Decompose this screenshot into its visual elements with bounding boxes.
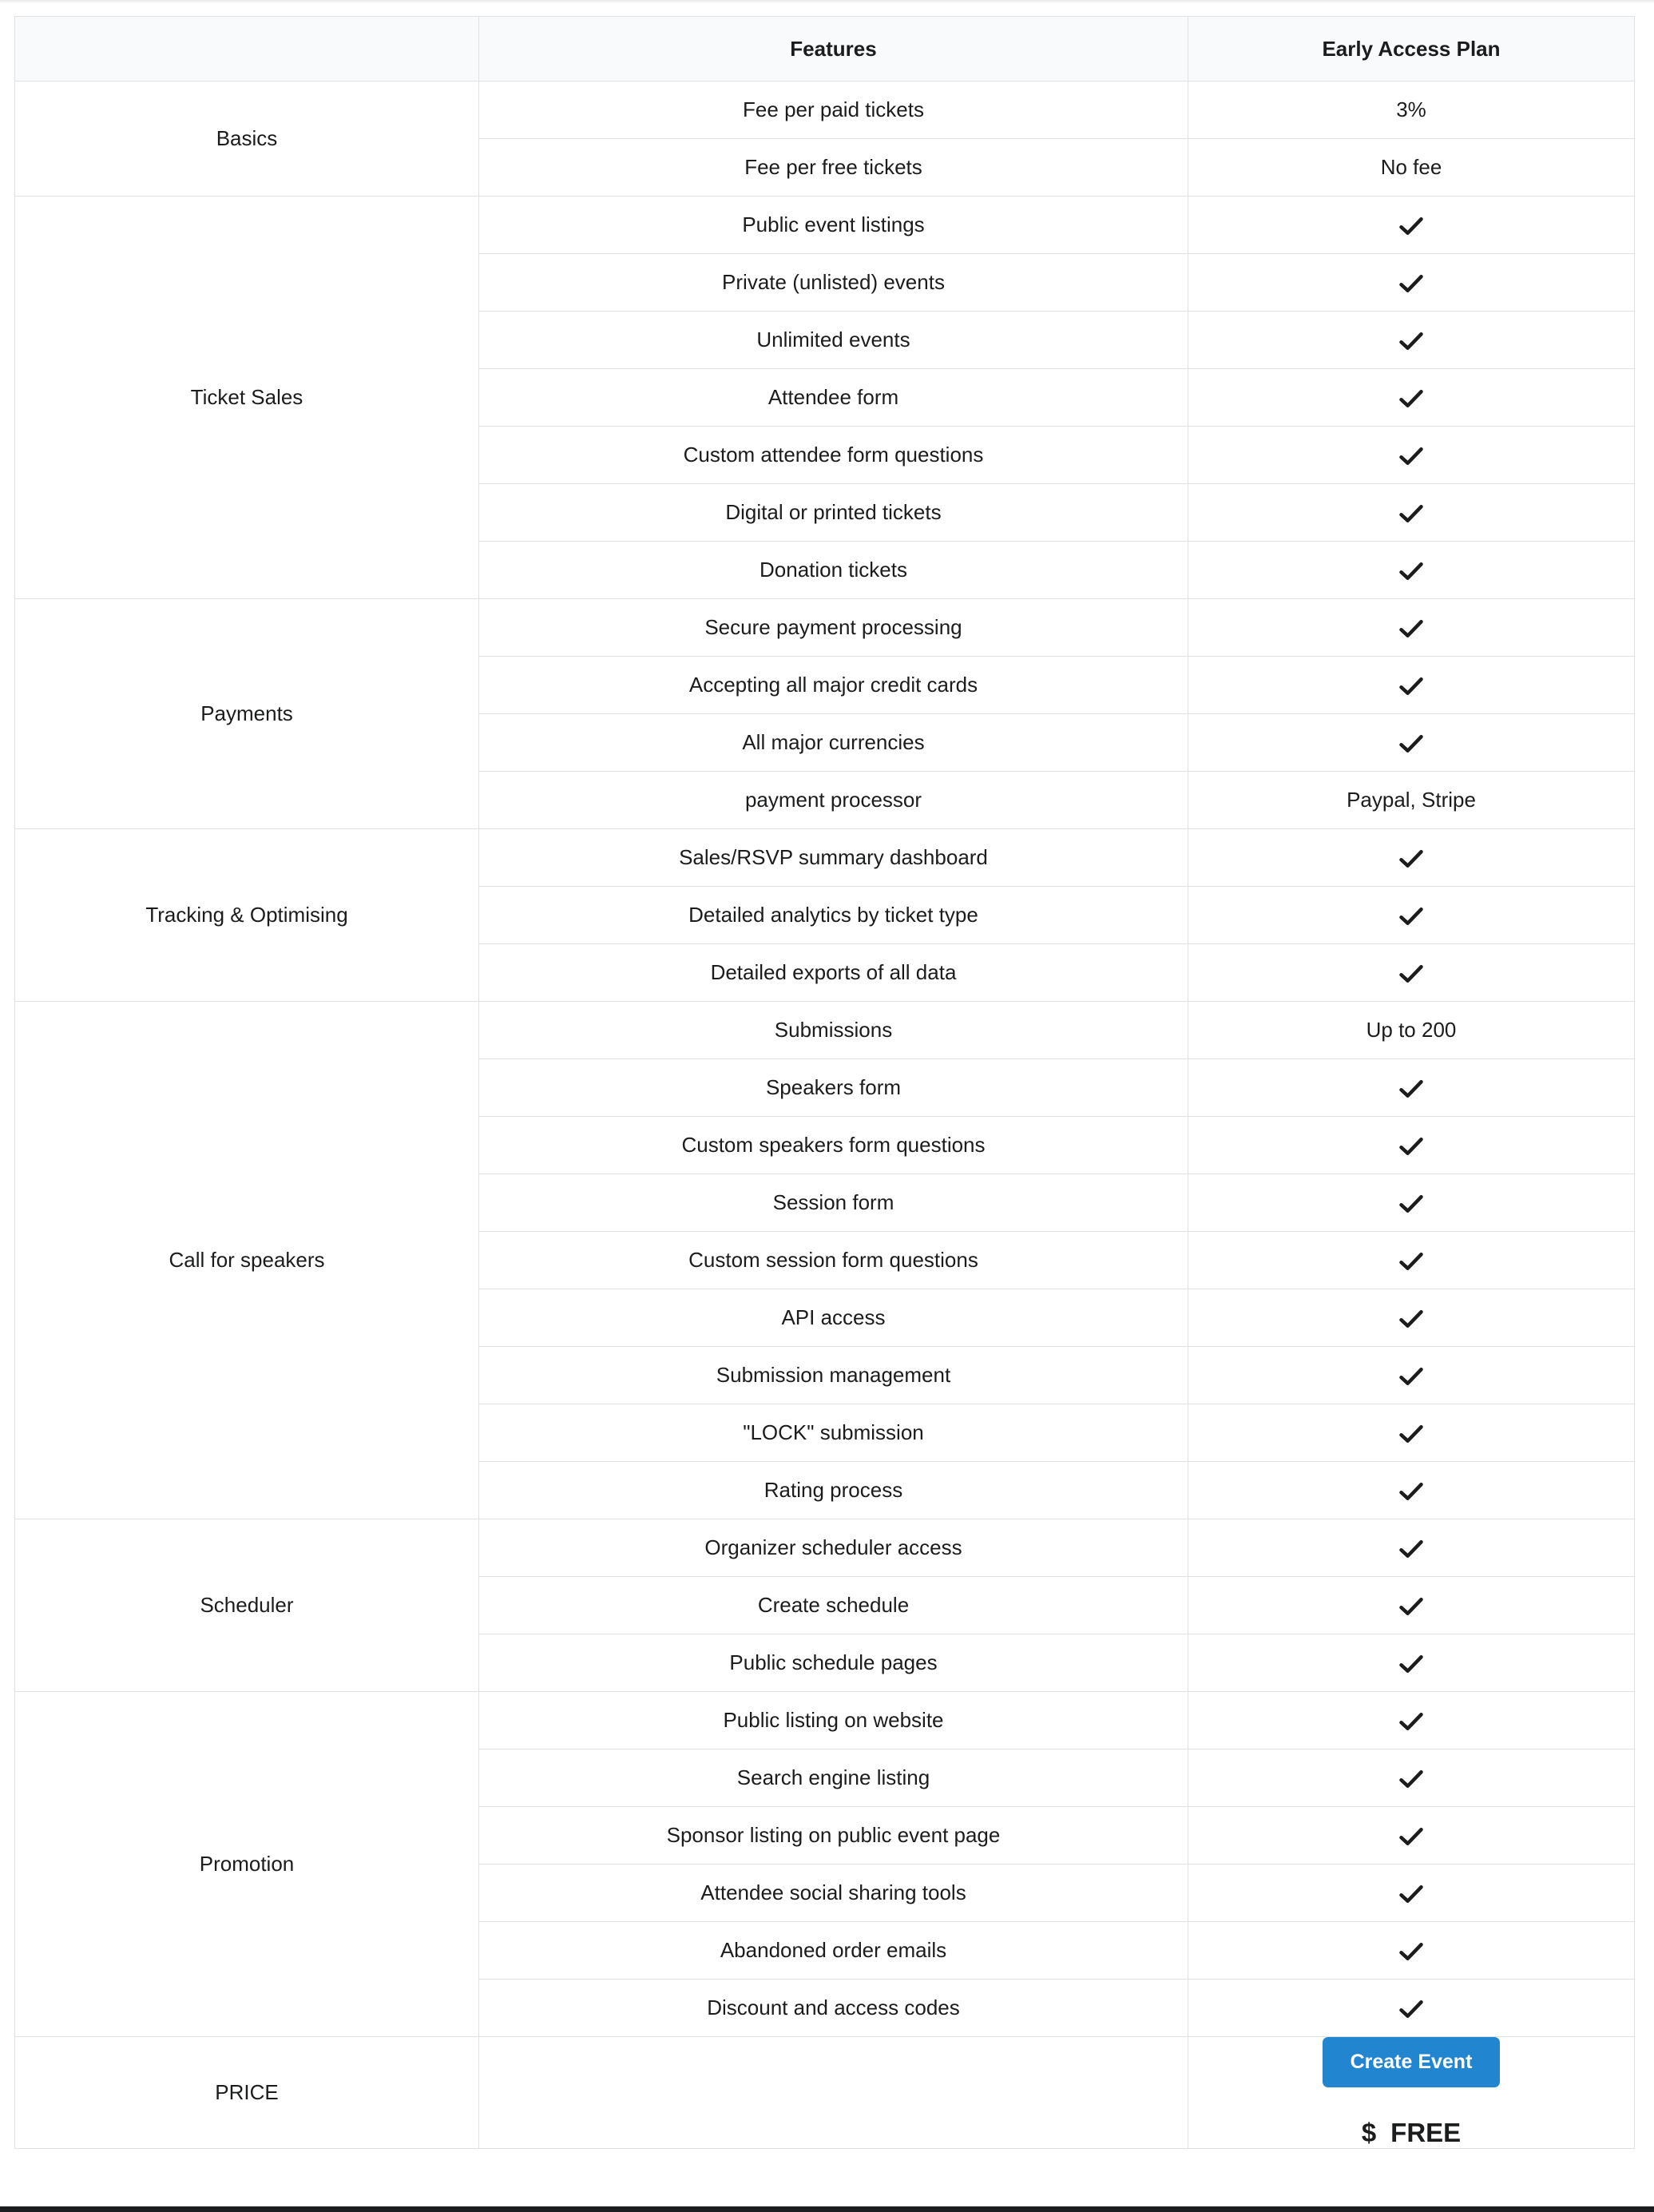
feature-cell: Submissions — [479, 1002, 1188, 1059]
feature-cell: Attendee form — [479, 369, 1188, 427]
plan-value-cell — [1188, 1634, 1635, 1692]
table-row — [15, 829, 1635, 887]
checkmark-icon — [1399, 1654, 1423, 1674]
table-row — [15, 1519, 1635, 1577]
feature-cell: Custom session form questions — [479, 1232, 1188, 1289]
checkmark-icon — [1399, 273, 1423, 294]
checkmark-icon — [1399, 1136, 1423, 1157]
checkmark-icon — [1399, 561, 1423, 582]
plan-value-cell — [1188, 1807, 1635, 1865]
table-row — [15, 599, 1635, 657]
price-amount-line — [1362, 2118, 1461, 2148]
plan-value-cell — [1188, 1347, 1635, 1404]
feature-cell: Discount and access codes — [479, 1980, 1188, 2037]
feature-cell: Custom speakers form questions — [479, 1117, 1188, 1174]
plan-value-cell — [1188, 1749, 1635, 1807]
table-header-row — [15, 17, 1635, 81]
feature-cell: Donation tickets — [479, 542, 1188, 599]
price-empty-cell — [479, 2037, 1188, 2149]
price-cell — [1188, 2037, 1635, 2149]
features-column-header: Features — [479, 17, 1188, 81]
category-cell: Call for speakers — [15, 1002, 479, 1519]
feature-cell: Submission management — [479, 1347, 1188, 1404]
checkmark-icon — [1399, 848, 1423, 869]
plan-value-cell — [1188, 427, 1635, 484]
table-row — [15, 1692, 1635, 1749]
checkmark-icon — [1399, 618, 1423, 639]
checkmark-icon — [1399, 1424, 1423, 1444]
plan-value-cell — [1188, 312, 1635, 369]
plan-value-cell: 3% — [1188, 81, 1635, 139]
plan-value-cell — [1188, 599, 1635, 657]
pricing-table — [14, 16, 1635, 2149]
plan-value-cell — [1188, 484, 1635, 542]
checkmark-icon — [1399, 503, 1423, 524]
feature-cell: Public listing on website — [479, 1692, 1188, 1749]
plan-value-cell — [1188, 1692, 1635, 1749]
plan-value-cell — [1188, 1289, 1635, 1347]
plan-value-cell — [1188, 1174, 1635, 1232]
checkmark-icon — [1399, 963, 1423, 984]
checkmark-icon — [1399, 676, 1423, 697]
plan-value-cell — [1188, 369, 1635, 427]
top-shadow — [0, 0, 1654, 3]
feature-cell: API access — [479, 1289, 1188, 1347]
checkmark-icon — [1399, 1884, 1423, 1904]
price-amount: FREE — [1390, 2118, 1462, 2147]
price-label: PRICE — [15, 2037, 479, 2149]
plan-value-cell — [1188, 197, 1635, 254]
plan-value-cell — [1188, 1980, 1635, 2037]
checkmark-icon — [1399, 1539, 1423, 1559]
create-event-button[interactable]: Create Event — [1323, 2037, 1500, 2087]
checkmark-icon — [1399, 1941, 1423, 1962]
plan-value-cell — [1188, 1059, 1635, 1117]
plan-value-cell: No fee — [1188, 139, 1635, 197]
checkmark-icon — [1399, 331, 1423, 351]
category-column-header — [15, 17, 479, 81]
category-cell: Basics — [15, 81, 479, 197]
plan-value-cell — [1188, 1519, 1635, 1577]
checkmark-icon — [1399, 1826, 1423, 1847]
feature-cell: Accepting all major credit cards — [479, 657, 1188, 714]
category-cell: Promotion — [15, 1692, 479, 2037]
checkmark-icon — [1399, 1769, 1423, 1789]
plan-value-cell: Up to 200 — [1188, 1002, 1635, 1059]
checkmark-icon — [1399, 1251, 1423, 1272]
feature-cell: "LOCK" submission — [479, 1404, 1188, 1462]
table-row — [15, 197, 1635, 254]
feature-cell: Organizer scheduler access — [479, 1519, 1188, 1577]
checkmark-icon — [1399, 1999, 1423, 2019]
checkmark-icon — [1399, 1309, 1423, 1329]
plan-value-cell — [1188, 657, 1635, 714]
feature-cell: Create schedule — [479, 1577, 1188, 1634]
table-body — [15, 81, 1635, 2149]
dollar-icon: $ — [1361, 2118, 1377, 2147]
plan-value-cell — [1188, 254, 1635, 312]
checkmark-icon — [1399, 388, 1423, 409]
plan-value-cell — [1188, 542, 1635, 599]
category-cell: Payments — [15, 599, 479, 829]
feature-cell: Private (unlisted) events — [479, 254, 1188, 312]
price-row — [15, 2037, 1635, 2149]
plan-value-cell — [1188, 1404, 1635, 1462]
feature-cell: Speakers form — [479, 1059, 1188, 1117]
plan-value-cell — [1188, 1865, 1635, 1922]
table-row — [15, 1002, 1635, 1059]
checkmark-icon — [1399, 906, 1423, 927]
feature-cell: Attendee social sharing tools — [479, 1865, 1188, 1922]
plan-value-cell — [1188, 829, 1635, 887]
category-cell: Scheduler — [15, 1519, 479, 1692]
plan-value-cell — [1188, 944, 1635, 1002]
feature-cell: Detailed exports of all data — [479, 944, 1188, 1002]
feature-cell: Rating process — [479, 1462, 1188, 1519]
checkmark-icon — [1399, 216, 1423, 236]
category-cell: Ticket Sales — [15, 197, 479, 599]
checkmark-icon — [1399, 1366, 1423, 1387]
plan-value-cell — [1188, 714, 1635, 772]
plan-value-cell — [1188, 1117, 1635, 1174]
plan-column-header: Early Access Plan — [1188, 17, 1635, 81]
plan-value-cell: Paypal, Stripe — [1188, 772, 1635, 829]
price-wrap — [1188, 2037, 1634, 2148]
checkmark-icon — [1399, 1711, 1423, 1732]
checkmark-icon — [1399, 1078, 1423, 1099]
table-row — [15, 81, 1635, 139]
feature-cell: Secure payment processing — [479, 599, 1188, 657]
feature-cell: Fee per paid tickets — [479, 81, 1188, 139]
feature-cell: payment processor — [479, 772, 1188, 829]
plan-value-cell — [1188, 887, 1635, 944]
checkmark-icon — [1399, 1481, 1423, 1502]
feature-cell: Detailed analytics by ticket type — [479, 887, 1188, 944]
feature-cell: Digital or printed tickets — [479, 484, 1188, 542]
category-cell: Tracking & Optimising — [15, 829, 479, 1002]
bottom-bar — [0, 2206, 1654, 2212]
checkmark-icon — [1399, 446, 1423, 467]
checkmark-icon — [1399, 1596, 1423, 1617]
checkmark-icon — [1399, 1193, 1423, 1214]
feature-cell: Unlimited events — [479, 312, 1188, 369]
feature-cell: Fee per free tickets — [479, 139, 1188, 197]
feature-cell: Session form — [479, 1174, 1188, 1232]
feature-cell: Abandoned order emails — [479, 1922, 1188, 1980]
plan-value-cell — [1188, 1462, 1635, 1519]
checkmark-icon — [1399, 733, 1423, 754]
feature-cell: Sales/RSVP summary dashboard — [479, 829, 1188, 887]
feature-cell: Public schedule pages — [479, 1634, 1188, 1692]
feature-cell: Public event listings — [479, 197, 1188, 254]
feature-cell: Sponsor listing on public event page — [479, 1807, 1188, 1865]
feature-cell: Custom attendee form questions — [479, 427, 1188, 484]
plan-value-cell — [1188, 1922, 1635, 1980]
feature-cell: All major currencies — [479, 714, 1188, 772]
plan-value-cell — [1188, 1577, 1635, 1634]
feature-cell: Search engine listing — [479, 1749, 1188, 1807]
plan-value-cell — [1188, 1232, 1635, 1289]
